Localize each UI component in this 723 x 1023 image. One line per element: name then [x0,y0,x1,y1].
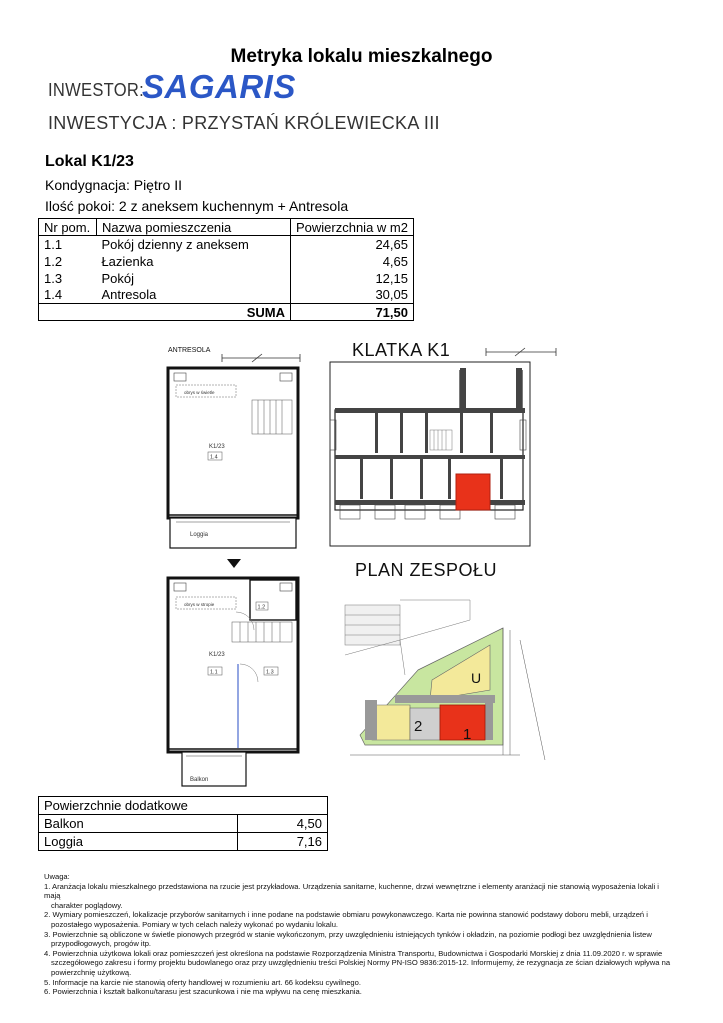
room-area: 4,65 [290,253,413,270]
investment-name: INWESTYCJA : PRZYSTAŃ KRÓLEWIECKA III [48,113,440,133]
table-row [39,253,414,270]
col-header-name: Nazwa pomieszczenia [96,219,290,236]
table-row [39,236,414,253]
obrys-label: obrys w świetle [184,390,215,395]
north-arrow-icon [222,354,300,362]
rooms-table-header [39,219,414,236]
room-name: Pokój [101,270,134,286]
note-6: 6. Powierzchnia i kształt balkonu/tarasu jest szacunkowa i nie ma wpływu na cenę mieszkania. [44,987,362,997]
extra-area-name: Balkon [39,815,238,833]
unit-title: Lokal K1/23 [45,153,134,170]
sum-row [39,304,414,321]
room-nr: 1.3 [39,270,97,287]
extra-area-value: 7,16 [238,833,328,851]
level-arrow-icon [227,559,241,568]
balkon-label: Balkon [190,777,209,783]
col-header-area: Powierzchnia w m2 [290,219,413,236]
note-3: 3. Powierzchnie są obliczone w świetle pionowych przegród w stanie wykończonym, przy uwzględnieniu istniejących tynków i okładzin, na poziomie podłogi bez uwzględnienia listew [44,929,652,939]
room-11-label: 1.1 [210,669,218,676]
site-plan-title: PLAN ZESPOŁU [355,560,498,580]
room-14-label: 1.4 [210,454,218,461]
klatka-title: KLATKA K1 [352,340,451,360]
note-2: 2. Wymiary pomieszczeń, lokalizacje przyborów sanitarnych i inne podane na podstawie obmiaru powykonawczego. Karta nie powinna stanowić podstawy doboru mebli, urządzeń i [44,910,648,920]
note-3-cont: przypodłogowych, progów itp. [51,939,152,949]
note-4: 4. Powierzchnia użytkowa lokali oraz pomieszczeń jest określona na podstawie Rozporządzenia Ministra Transportu, Budownictwa i Gospodarki Morskiej z dnia 11.09.2020 r. w sprawie [44,948,663,958]
note-4-cont2: powierzchnię użytkową. [51,967,132,977]
room-area: 24,65 [290,236,413,253]
table-row [39,815,328,833]
room-nr: 1.2 [39,253,97,270]
table-row [39,270,414,287]
unit-code-antresola: K1/23 [209,444,225,450]
note-1-cont: charakter poglądowy. [51,900,123,910]
room-area: 12,15 [290,270,413,287]
unit-floor-plan [160,340,310,790]
table-row [39,287,414,304]
room-name: Antresola [101,287,157,303]
room-13-label: 1.3 [266,669,274,676]
note-2-cont: pozostałego wyposażenia. Pomiary w tych celach należy wykonać po wydaniu lokalu. [51,919,339,929]
note-5: 5. Informacje na karcie nie stanowią oferty handlowej w rozumieniu art. 66 kodeksu cywilnego. [44,977,361,987]
antresola-plan [168,368,298,548]
antresola-label: ANTRESOLA [168,347,211,354]
notes-title: Uwaga: [44,872,70,881]
notes-section [44,872,674,997]
room-12-label: 1.2 [257,604,266,611]
table-row [39,833,328,851]
room-nr: 1.1 [39,236,97,253]
note-1: 1. Aranżacja lokalu mieszkalnego przedstawiona na rzucie jest przykładowa. Urządzenia sanitarne, kuchenne, drzwi wewnętrzne i elementy aranżacji nie stanowią wyposażenia lokali i mają [44,881,659,901]
investor-row [48,72,152,108]
site-plan [340,580,560,765]
room-area: 30,05 [290,287,413,304]
room-name: Pokój dzienny z aneksem [101,236,249,252]
site-label-u: U [471,670,482,686]
unit-highlight [456,474,490,510]
unit-rooms-count: Ilość pokoi: 2 z aneksem kuchennym + Antresola [45,198,349,214]
room-nr: 1.4 [39,287,97,304]
investor-label: INWESTOR: [48,79,145,100]
extra-area-value: 4,50 [238,815,328,833]
unit-code-main: K1/23 [209,652,225,658]
site-label-1: 1 [463,726,472,743]
extra-areas-header [39,797,328,815]
main-floor-plan [168,578,298,786]
page-title: Metryka lokalu mieszkalnego [230,46,493,67]
col-header-nr: Nr pom. [39,219,97,236]
stairwell-key-plan [320,345,560,555]
rooms-table [38,218,414,321]
obrys-label-bottom: obrys w stropie [184,602,215,607]
sum-value: 71,50 [290,304,413,321]
room-name: Łazienka [101,253,154,269]
extra-areas-table [38,796,328,851]
site-label-2: 2 [414,718,423,735]
investor-logo: SAGARIS [142,68,296,105]
extra-area-name: Loggia [39,833,238,851]
sum-label: SUMA [96,304,290,321]
north-arrow-icon [486,348,556,356]
loggia-label: Loggia [190,532,209,538]
extra-areas-title: Powierzchnie dodatkowe [39,797,328,815]
unit-floor: Kondygnacja: Piętro II [45,177,182,193]
note-4-cont: szczegółowego zakresu i formy projektu budowlanego oraz przy uwzględnieniu treści Polskiej Normy PN-ISO 9836:2015-12. Informujemy, że rezygnacja ze ścian działowych wpływa na [51,958,671,968]
